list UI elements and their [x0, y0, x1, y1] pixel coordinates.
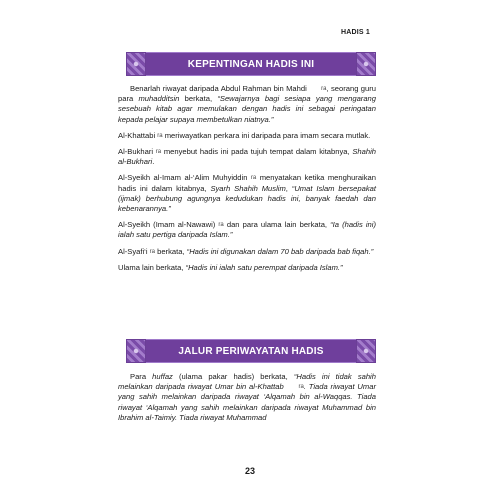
section-title: JALUR PERIWAYATAN HADIS [178, 345, 324, 357]
italic-text: Shahih al-Bukhari [118, 147, 376, 167]
italic-text: . Tiada riwayat Umar yang sahih melainkan daripada riwayat ‘Alqamah bin al-Waqqas. Tiada riwayat ‘Alqamah yang sahih melainkan daripada riwayat Muhammad bin Ibrahim al-Taimiy. Tiada riwayat Muhammad [118, 382, 376, 422]
text: menyatakan ketika menghuraikan hadis ini dalam kitabnya, [118, 173, 376, 193]
text: berkata, [155, 246, 187, 256]
honorific-glyph: ra [250, 175, 257, 182]
text: (ulama pakar hadis) berkata, [172, 372, 294, 381]
text: , seorang guru para [118, 84, 376, 104]
text: Al-Syeikh (Imam al-Nawawi) [118, 220, 219, 230]
paragraph [118, 247, 376, 257]
italic-text: “Hadis ini digunakan dalam 70 bab daripada bab fiqah.” [186, 246, 374, 256]
text: , [285, 183, 292, 193]
text: Al-Syeikh al-Imam al-‘Alim Muhyiddin [118, 173, 251, 183]
italic-text: “Hadis ini ialah satu perempat daripada Islam.” [185, 262, 343, 272]
paragraph [118, 263, 376, 273]
text: Al-Syafi‘i [118, 246, 150, 256]
text: Al-Bukhari [118, 147, 156, 157]
text: meriwayatkan perkara ini daripada para imam secara mutlak. [162, 130, 371, 140]
page-number: 23 [244, 466, 255, 476]
ornament-left [126, 339, 146, 363]
section-body-kepentingan [118, 84, 376, 279]
text: Para [130, 372, 153, 381]
paragraph [118, 131, 376, 141]
paragraph [118, 84, 376, 125]
ornament-right [356, 339, 376, 363]
chapter-header: HADIS 1 [340, 29, 370, 36]
italic-text: “Hadis ini tidak sahih melainkan daripada riwayat Umar bin al-Khattab [118, 372, 376, 392]
honorific-glyph: ra [298, 384, 304, 391]
text: . [152, 157, 155, 167]
honorific-glyph: ra [149, 248, 155, 255]
honorific-glyph: ra [157, 132, 163, 139]
section-body-jalur [118, 372, 376, 429]
italic-text: muhadditsin [138, 94, 180, 104]
text: Benarlah riwayat daripada Abdul Rahman bin Mahdi [130, 84, 310, 93]
ornament-right [356, 52, 376, 76]
paragraph [118, 147, 376, 167]
honorific-glyph: ra [155, 149, 162, 156]
paragraph [118, 220, 376, 240]
text: Al-Khattabi [118, 130, 158, 140]
text: dan para ulama lain berkata, [223, 220, 331, 230]
text: Ulama lain berkata, [118, 262, 186, 272]
italic-text: “Ia (hadis ini) ialah satu pertiga daripada Islam.” [118, 220, 376, 240]
section-banner-kepentingan [126, 52, 376, 76]
honorific-glyph: ra [218, 222, 224, 229]
italic-text: Syarh Shahih Muslim [210, 183, 286, 193]
text: menyebut hadis ini pada tujuh tempat dalam kitabnya, [161, 147, 353, 157]
italic-text: “Umat Islam bersepakat (ijmak) berhubung agungnya kedudukan hadis ini, banyak faedah dan kebenarannya.” [118, 183, 376, 214]
italic-text: huffaz [152, 372, 173, 381]
paragraph [118, 173, 376, 214]
ornament-left [126, 52, 146, 76]
honorific-glyph: ra [321, 86, 327, 92]
section-title: KEPENTINGAN HADIS INI [187, 58, 315, 70]
section-banner-jalur [126, 339, 376, 363]
italic-text: “Sewajarnya bagi sesiapa yang mengarang sesebuah kitab agar memulakan dengan hadis ini sebagai peringatan kepada pelajar supaya membetulkan niatnya.” [118, 94, 376, 124]
paragraph [118, 372, 376, 423]
text: berkata, [179, 94, 218, 104]
